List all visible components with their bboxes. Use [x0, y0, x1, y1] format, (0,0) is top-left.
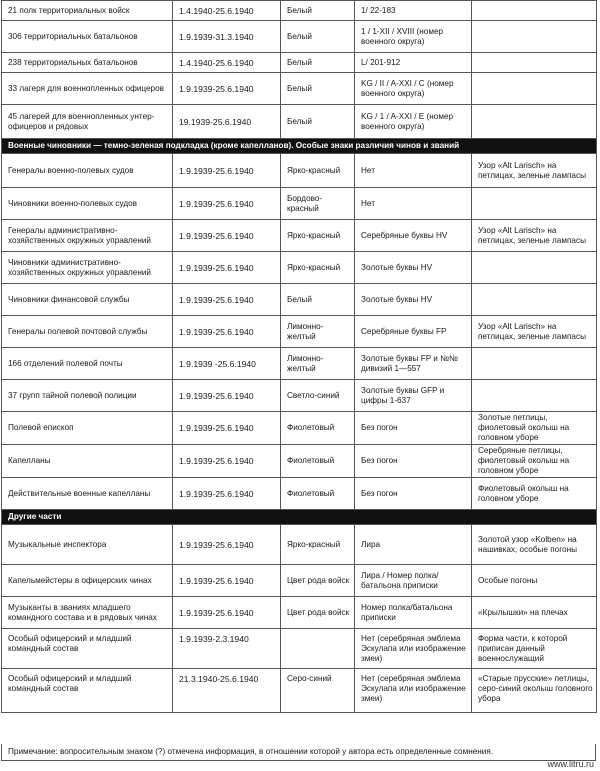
unit-cell: Музыканты в званиях младшего командного состава и в рядовых чинах [2, 597, 173, 629]
sign-cell: Золотые буквы FP и №№ дивизий 1—557 [355, 348, 472, 380]
watermark: www.litru.ru [547, 759, 594, 769]
unit-cell: Музыкальные инспектора [2, 525, 173, 565]
unit-cell: 238 территориальных батальонов [2, 53, 173, 73]
period-cell: 1.9.1939-25.6.1940 [173, 380, 281, 412]
unit-cell: 306 территориальных батальонов [2, 21, 173, 53]
other-cell: Золотые петлицы, фиолетовый околыш на головном уборе [472, 412, 597, 445]
other-cell: Фиолетовый околыш на головном уборе [472, 478, 597, 510]
other-cell: Особые погоны [472, 565, 597, 597]
color-cell: Лимонно-желтый [281, 348, 355, 380]
period-cell: 1.9.1939-25.6.1940 [173, 154, 281, 188]
other-cell [472, 188, 597, 220]
table-row [2, 220, 597, 252]
other-cell [472, 1, 597, 21]
period-cell: 1.9.1939-2.3.1940 [173, 629, 281, 669]
period-cell: 1.9.1939-31.3.1940 [173, 21, 281, 53]
sign-cell: Лира / Номер полка/батальона приписки [355, 565, 472, 597]
table-row [2, 412, 597, 445]
insignia-table [1, 0, 597, 713]
color-cell [281, 629, 355, 669]
color-cell: Ярко-красный [281, 154, 355, 188]
table-row [2, 348, 597, 380]
other-cell: «Крылышки» на плечах [472, 597, 597, 629]
other-cell: Форма части, к которой приписан данный военнослужащий [472, 629, 597, 669]
sign-cell: Нет [355, 188, 472, 220]
other-cell: Серебряные петлицы, фиолетовый околыш на головном уборе [472, 445, 597, 478]
unit-cell: Особый офицерский и младший командный состав [2, 669, 173, 713]
unit-cell: Капелланы [2, 445, 173, 478]
document-sheet [1, 0, 596, 713]
period-cell: 1.9.1939-25.6.1940 [173, 478, 281, 510]
period-cell: 1.9.1939-25.6.1940 [173, 565, 281, 597]
period-cell: 19.1939-25.6.1940 [173, 105, 281, 139]
sign-cell: Без погон [355, 478, 472, 510]
color-cell: Лимонно-желтый [281, 316, 355, 348]
table-row [2, 284, 597, 316]
color-cell: Белый [281, 1, 355, 21]
table-row [2, 445, 597, 478]
other-cell [472, 21, 597, 53]
sign-cell: Золотые буквы GFP и цифры 1-637 [355, 380, 472, 412]
color-cell: Фиолетовый [281, 445, 355, 478]
color-cell: Фиолетовый [281, 412, 355, 445]
period-cell: 1.9.1939-25.6.1940 [173, 188, 281, 220]
other-cell [472, 252, 597, 284]
sign-cell: Без погон [355, 445, 472, 478]
section-header [2, 510, 597, 525]
sign-cell: L/ 201-912 [355, 53, 472, 73]
color-cell: Ярко-красный [281, 525, 355, 565]
color-cell: Бордово-красный [281, 188, 355, 220]
color-cell: Светло-синий [281, 380, 355, 412]
period-cell: 1.9.1939-25.6.1940 [173, 316, 281, 348]
sign-cell: Серебряные буквы HV [355, 220, 472, 252]
color-cell: Серо-синий [281, 669, 355, 713]
table-row [2, 252, 597, 284]
unit-cell: 45 лагерей для военнопленных унтер-офицеров и рядовых [2, 105, 173, 139]
period-cell: 1.9.1939-25.6.1940 [173, 284, 281, 316]
other-cell: Золотой узор «Kolben» на нашивках, особые погоны [472, 525, 597, 565]
table-row [2, 105, 597, 139]
table-row [2, 73, 597, 105]
unit-cell: 21 полк территориальных войск [2, 1, 173, 21]
other-cell [472, 380, 597, 412]
table-row [2, 1, 597, 21]
other-cell: «Старые прусские» петлицы, серо-синий околыш головного убора [472, 669, 597, 713]
table-row [2, 597, 597, 629]
sign-cell: Золотые буквы HV [355, 252, 472, 284]
sign-cell: 1 / 1-XII / XVIII (номер военного округа) [355, 21, 472, 53]
table-row [2, 629, 597, 669]
section-title: Военные чиновники — темно-зеленая подкладка (кроме капелланов). Особые знаки различия чинов и званий [2, 139, 597, 154]
other-cell: Узор «Alt Larisch» на петлицах, зеленые лампасы [472, 154, 597, 188]
unit-cell: 33 лагеря для военнопленных офицеров [2, 73, 173, 105]
unit-cell: Генералы административно-хозяйственных окружных управлений [2, 220, 173, 252]
footnote: Примечание: вопросительным знаком (?) отмечена информация, в отношении которой у автора есть определенные сомнения. [1, 744, 596, 761]
unit-cell: Генералы полевой почтовой службы [2, 316, 173, 348]
unit-cell: 166 отделений полевой почты [2, 348, 173, 380]
period-cell: 1.4.1940-25.6.1940 [173, 53, 281, 73]
sign-cell: Серебряные буквы FP [355, 316, 472, 348]
table-row [2, 669, 597, 713]
color-cell: Белый [281, 53, 355, 73]
other-cell [472, 284, 597, 316]
table-row [2, 21, 597, 53]
sign-cell: Нет [355, 154, 472, 188]
sign-cell: Лира [355, 525, 472, 565]
table-row [2, 154, 597, 188]
sign-cell: 1/ 22-183 [355, 1, 472, 21]
color-cell: Белый [281, 284, 355, 316]
sign-cell: KG / 1 / A-XXI / E (номер военного округа) [355, 105, 472, 139]
color-cell: Цвет рода войск [281, 597, 355, 629]
period-cell: 1.9.1939-25.6.1940 [173, 73, 281, 105]
unit-cell: Чиновники финансовой службы [2, 284, 173, 316]
unit-cell: 37 групп тайной полевой полиции [2, 380, 173, 412]
period-cell: 21.3.1940-25.6.1940 [173, 669, 281, 713]
table-row [2, 380, 597, 412]
color-cell: Ярко-красный [281, 252, 355, 284]
color-cell: Фиолетовый [281, 478, 355, 510]
other-cell [472, 73, 597, 105]
period-cell: 1.9.1939-25.6.1940 [173, 597, 281, 629]
table-row [2, 316, 597, 348]
sign-cell: KG / II / A-XXI / C (номер военного округа) [355, 73, 472, 105]
period-cell: 1.9.1939-25.6.1940 [173, 525, 281, 565]
period-cell: 1.9.1939-25.6.1940 [173, 445, 281, 478]
sign-cell: Номер полка/батальона приписки [355, 597, 472, 629]
unit-cell: Генералы военно-полевых судов [2, 154, 173, 188]
table-row [2, 525, 597, 565]
color-cell: Белый [281, 73, 355, 105]
color-cell: Цвет рода войск [281, 565, 355, 597]
period-cell: 1.4.1940-25.6.1940 [173, 1, 281, 21]
sign-cell: Без погон [355, 412, 472, 445]
unit-cell: Чиновники административно-хозяйственных окружных управлений [2, 252, 173, 284]
period-cell: 1.9.1939-25.6.1940 [173, 252, 281, 284]
color-cell: Белый [281, 21, 355, 53]
sign-cell: Нет (серебряная эмблема Эскулапа или изображение змеи) [355, 669, 472, 713]
color-cell: Ярко-красный [281, 220, 355, 252]
table-row [2, 188, 597, 220]
sign-cell: Нет (серебряная эмблема Эскулапа или изображение змеи) [355, 629, 472, 669]
section-header [2, 139, 597, 154]
table-row [2, 565, 597, 597]
unit-cell: Чиновники военно-полевых судов [2, 188, 173, 220]
unit-cell: Особый офицерский и младший командный состав [2, 629, 173, 669]
unit-cell: Полевой епископ [2, 412, 173, 445]
section-title: Другие части [2, 510, 597, 525]
period-cell: 1.9.1939-25.6.1940 [173, 220, 281, 252]
other-cell: Узор «Alt Larisch» на петлицах, зеленые лампасы [472, 220, 597, 252]
table-row [2, 53, 597, 73]
other-cell [472, 53, 597, 73]
sign-cell: Золотые буквы HV [355, 284, 472, 316]
unit-cell: Действительные военные капелланы [2, 478, 173, 510]
unit-cell: Капельмейстеры в офицерских чинах [2, 565, 173, 597]
other-cell: Узор «Alt Larisch» на петлицах, зеленые лампасы [472, 316, 597, 348]
color-cell: Белый [281, 105, 355, 139]
other-cell [472, 348, 597, 380]
table-row [2, 478, 597, 510]
period-cell: 1.9.1939-25.6.1940 [173, 412, 281, 445]
other-cell [472, 105, 597, 139]
period-cell: 1.9.1939 -25.6.1940 [173, 348, 281, 380]
